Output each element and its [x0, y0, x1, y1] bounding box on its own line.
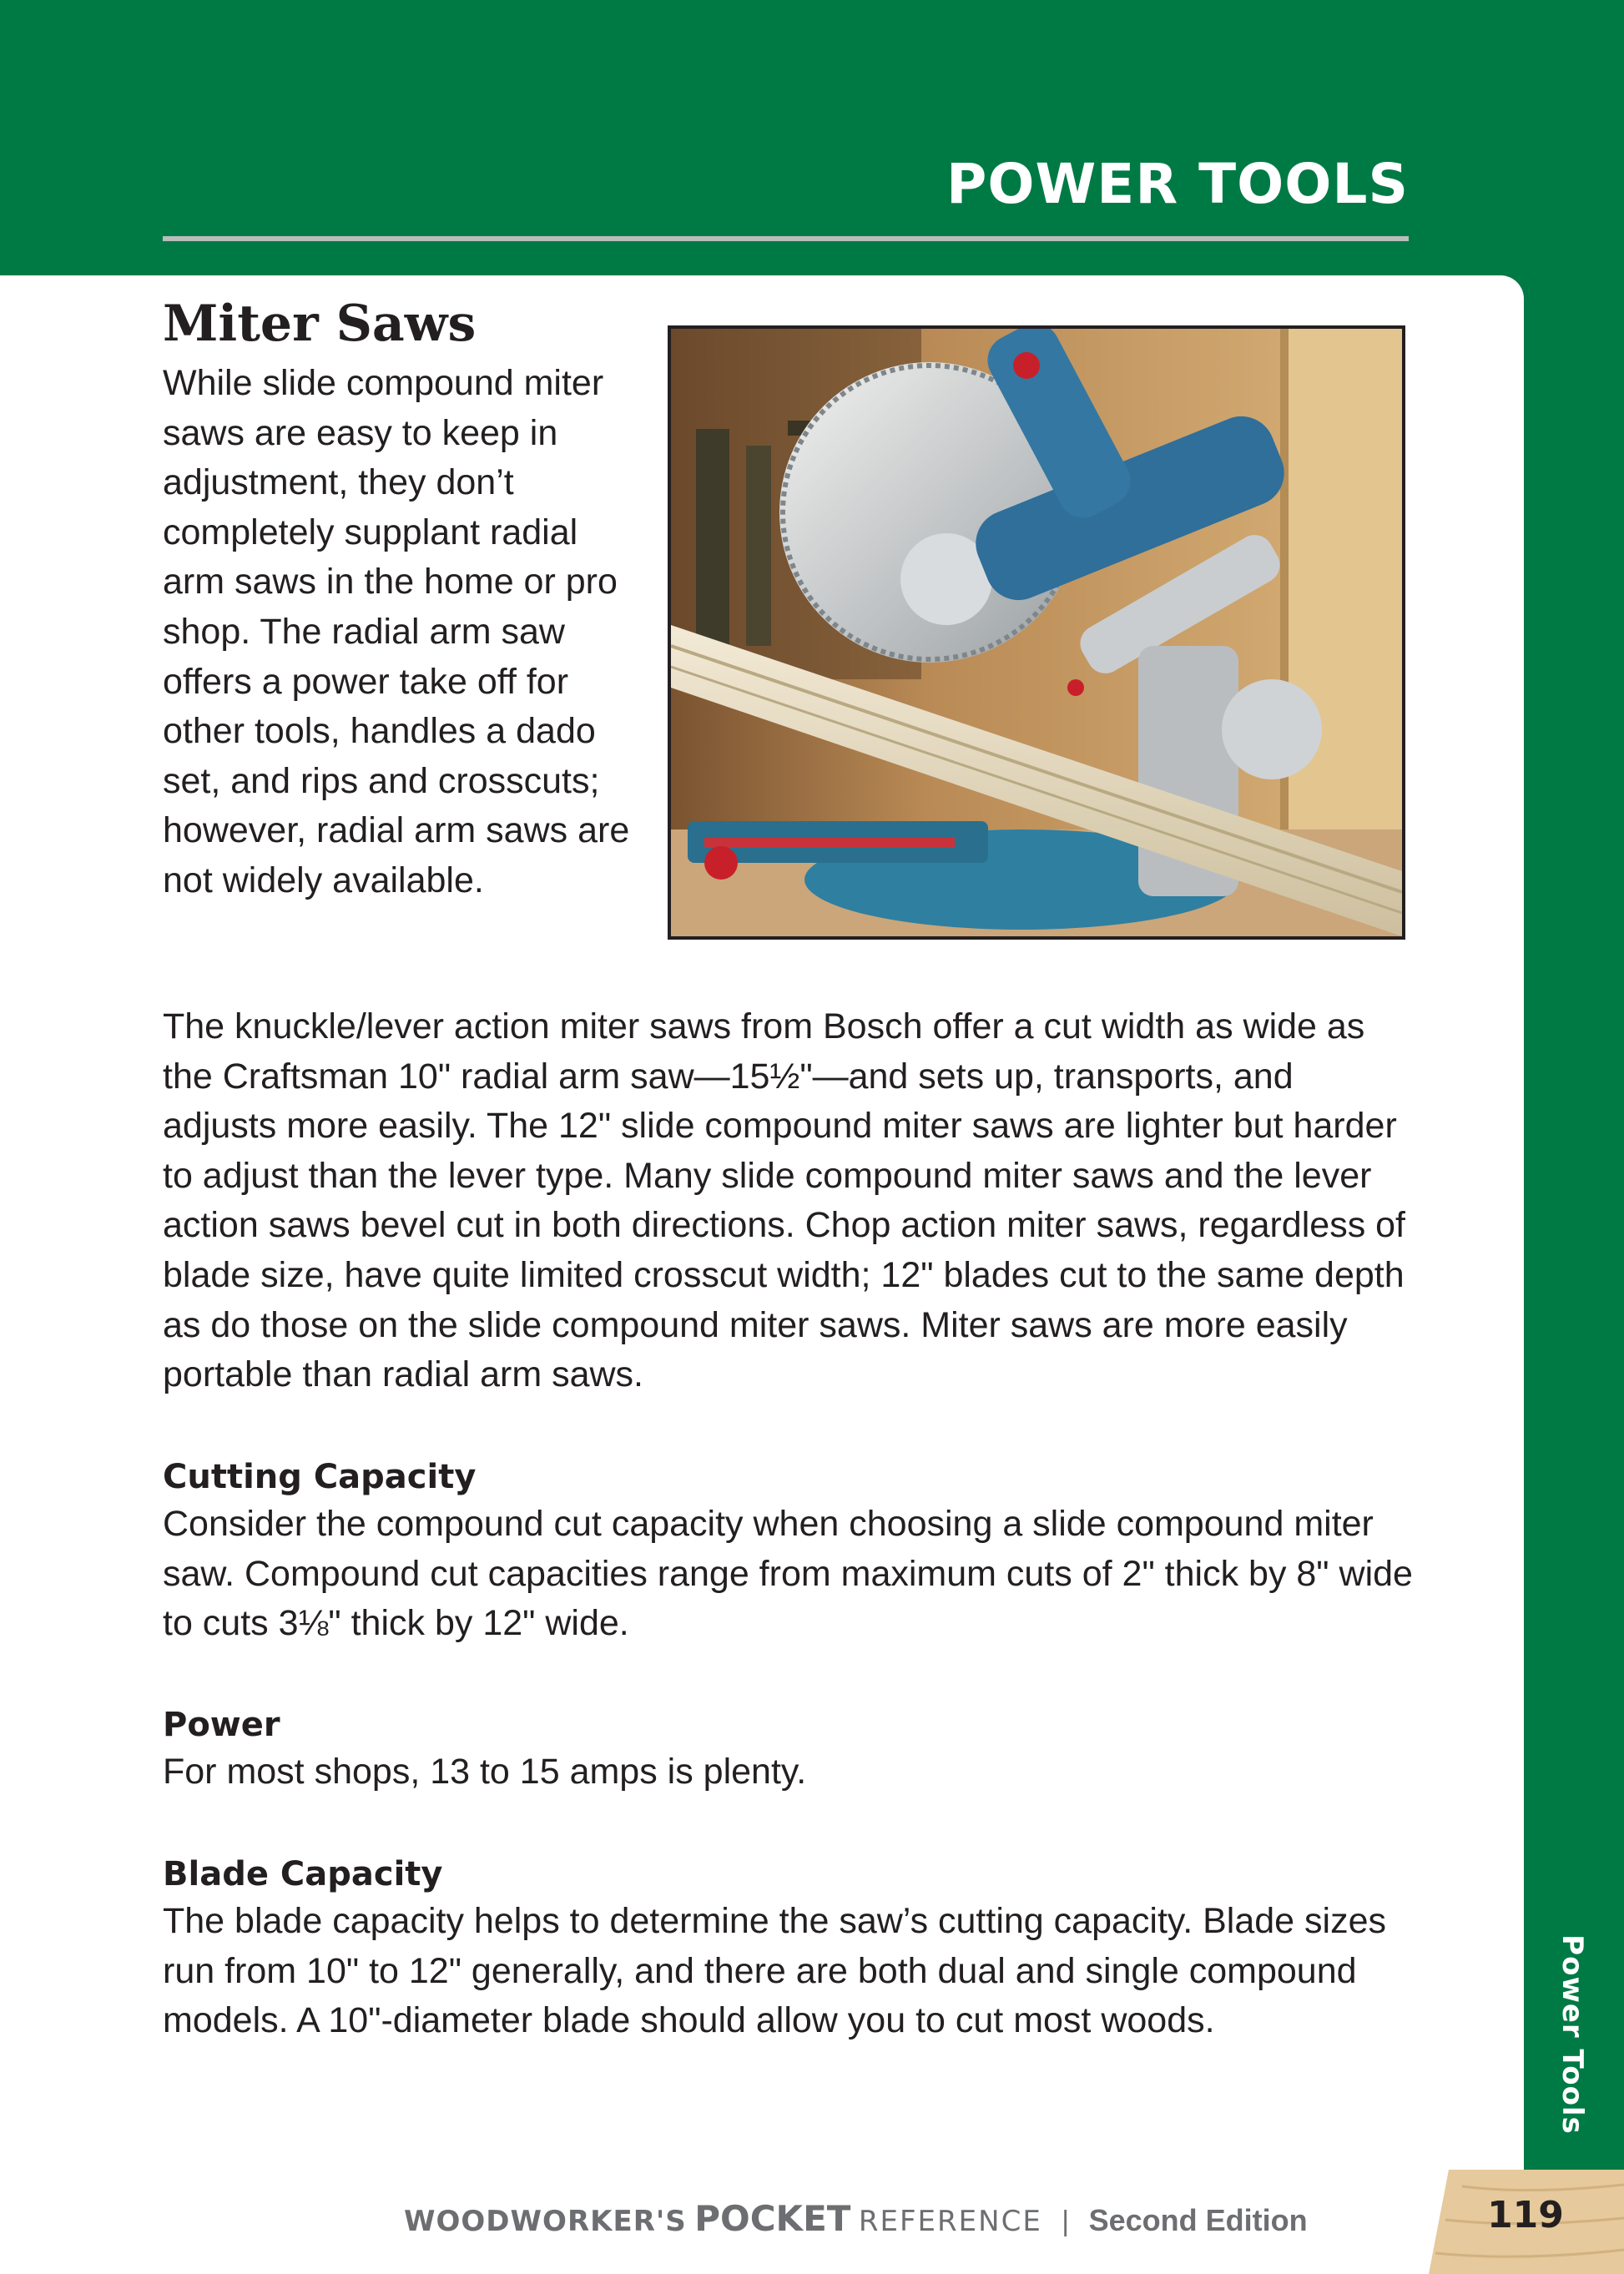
- side-tab: [1524, 275, 1624, 2170]
- miter-saw-illustration: [671, 329, 1402, 936]
- header-rule: [163, 236, 1409, 241]
- footer-edition: Second Edition: [1088, 2203, 1308, 2237]
- footer-title-reference: REFERENCE: [858, 2205, 1042, 2238]
- page-title: Miter Saws: [163, 295, 477, 353]
- footer-book-title: [404, 2198, 1308, 2239]
- section-heading-power: Power: [163, 1706, 280, 1744]
- section-heading-cutting-capacity: Cutting Capacity: [163, 1458, 477, 1496]
- body-paragraph: The knuckle/lever action miter saws from Bosch offer a cut width as wide as the Craftsman 10" radial arm saw—15½"—and sets up, transports, and adjusts more easily. The 12" slide compound miter saws are lighter but harder to adjust than the lever type. Many slide compound miter saws and the lever action saws bevel cut in both directions. Chop action miter saws, regardless of blade size, have quite limited crosscut width; 12" blades cut to the same depth as do those on the slide compound miter saws. Miter saws are more easily portable than radial arm saws.: [163, 1006, 1406, 1395]
- footer-title-woodworkers: WOODWORKER'S: [404, 2205, 687, 2238]
- page-number: 119: [1487, 2194, 1564, 2236]
- side-tab-label: Power Tools: [1556, 1934, 1589, 2135]
- section-text-cutting-capacity: Consider the compound cut capacity when choosing a slide compound miter saw. Compound cut capacities range from maximum cuts of 2" thick by 8" wide to cuts 3⅛" thick by 12" wide.: [163, 1504, 1413, 1644]
- miter-saw-photo: [668, 325, 1405, 940]
- section-title: POWER TOOLS: [946, 152, 1409, 216]
- footer-separator: |: [1062, 2206, 1070, 2237]
- intro-paragraph: While slide compound miter saws are easy to keep in adjustment, they don’t completely supplant radial arm saws in the home or pro shop. The radial arm saw offers a power take off for other tools, handles a dado set, and rips and crosscuts; however, radial arm saws are not widely available.: [163, 363, 630, 900]
- section-text-power: For most shops, 13 to 15 amps is plenty.: [163, 1752, 807, 1792]
- section-heading-blade-capacity: Blade Capacity: [163, 1855, 443, 1893]
- section-text-blade-capacity: The blade capacity helps to determine the saw’s cutting capacity. Blade sizes run from 10" to 12" generally, and there are both dual and single compound models. A 10"-diameter blade should allow you to cut most woods.: [163, 1901, 1386, 2041]
- footer-title-pocket: POCKET: [694, 2198, 851, 2239]
